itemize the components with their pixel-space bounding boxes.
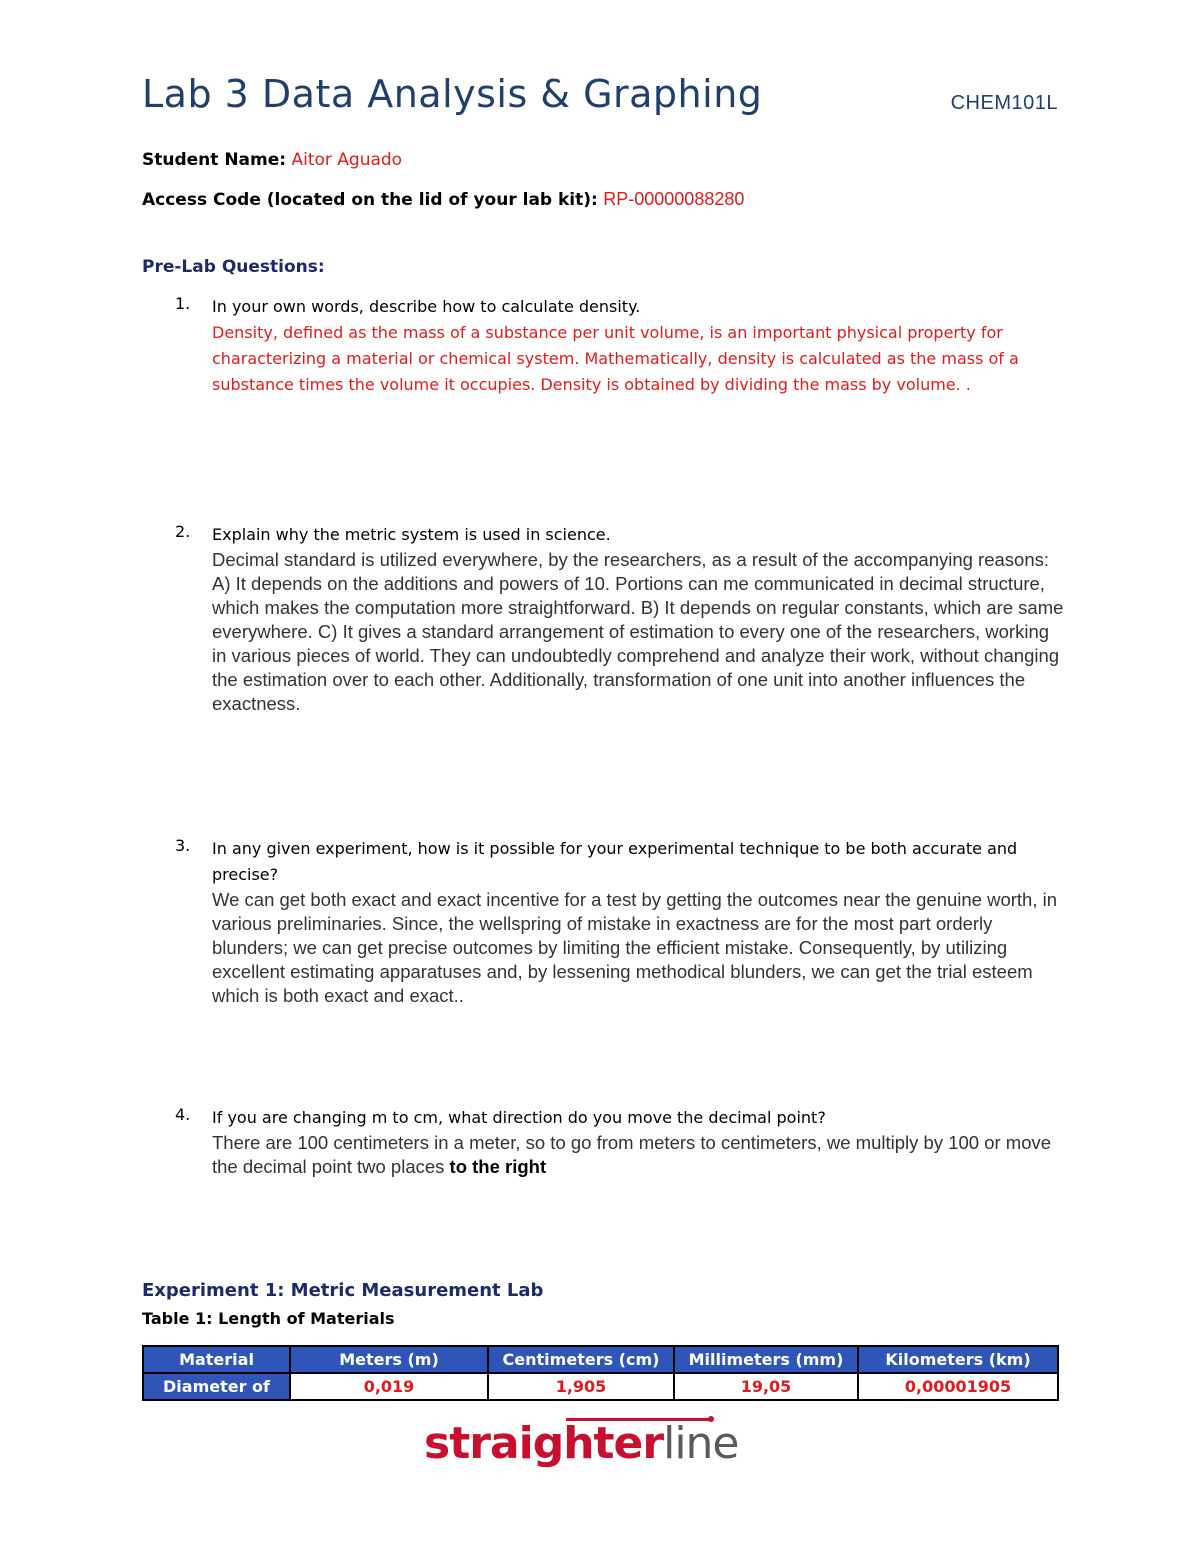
question-number: 2. — [175, 522, 191, 541]
length-table — [142, 1345, 1059, 1401]
table-cell: 0,00001905 — [858, 1373, 1058, 1400]
access-code-line — [142, 189, 744, 210]
course-code: CHEM101L — [950, 92, 1058, 114]
question-text: Explain why the metric system is used in science. — [212, 525, 611, 544]
question-1 — [175, 294, 1065, 398]
prelab-heading: Pre-Lab Questions: — [142, 257, 325, 277]
column-header: Centimeters (cm) — [488, 1346, 674, 1373]
answer-main: There are 100 centimeters in a meter, so to go from meters to centimeters, we multiply by 100 or move the decimal point two places — [212, 1132, 1052, 1177]
answer-text: Decimal standard is utilized everywhere, by the researchers, as a result of the accompanying reasons: A) It depends on the additions and powers of 10. Portions can me communicated in decimal structure, which makes the computation more straightforward. B) It depends on regular constants, which are same everywhere. C) It gives a standard arrangement of estimation to every one of the researchers, working in various pieces of world. They can undoubtedly comprehend and analyze their work, without changing the estimation over to each other. Additionally, transformation of one unit into another influences the exactness. — [212, 549, 1064, 714]
question-text: In your own words, describe how to calculate density. — [212, 297, 641, 316]
table-cell: Diameter of — [143, 1373, 290, 1400]
table-row — [143, 1373, 1058, 1400]
logo-wordmark-bold: straighter — [424, 1418, 664, 1469]
access-code-value: RP-00000088280 — [603, 189, 745, 209]
question-4 — [175, 1105, 1065, 1179]
question-text: If you are changing m to cm, what direction do you move the decimal point? — [212, 1108, 826, 1127]
question-2 — [175, 522, 1065, 716]
question-number: 3. — [175, 836, 191, 855]
question-text: In any given experiment, how is it possible for your experimental technique to be both accurate and precise? — [212, 839, 1018, 884]
access-code-label: Access Code (located on the lid of your lab kit): — [142, 190, 598, 210]
table-cell: 19,05 — [674, 1373, 858, 1400]
table-caption: Table 1: Length of Materials — [142, 1309, 395, 1328]
student-name-value: Aitor Aguado — [291, 150, 403, 170]
logo-wordmark-light: line — [663, 1418, 739, 1469]
answer-text — [212, 1131, 1065, 1179]
answer-emphasis: to the right — [449, 1156, 547, 1177]
column-header: Kilometers (km) — [858, 1346, 1058, 1373]
question-number: 4. — [175, 1105, 191, 1124]
table-cell: 1,905 — [488, 1373, 674, 1400]
table-cell: 0,019 — [290, 1373, 488, 1400]
student-name-label: Student Name: — [142, 150, 287, 170]
answer-text: We can get both exact and exact incentive for a test by getting the outcomes near the genuine worth, in various preliminaries. Since, the wellspring of mistake in exactness are for the most part orderly blunders; we can get precise outcomes by limiting the efficient mistake. Consequently, by utilizing excellent estimating apparatuses and, by lessening methodical blunders, we can get the trial esteem which is both exact and exact.. — [212, 889, 1058, 1006]
straighterline-logo — [424, 1418, 739, 1469]
table-header-row — [143, 1346, 1058, 1373]
document-title: Lab 3 Data Analysis & Graphing — [142, 72, 763, 116]
column-header: Millimeters (mm) — [674, 1346, 858, 1373]
experiment-heading: Experiment 1: Metric Measurement Lab — [142, 1280, 544, 1301]
student-name-line — [142, 150, 402, 170]
answer-text: Density, defined as the mass of a substance per unit volume, is an important physical property for characterizing a material or chemical system. Mathematically, density is calculated as the mass of a substance times the volume it occupies. Density is obtained by dividing the mass by volume. . — [212, 323, 1019, 394]
question-number: 1. — [175, 294, 191, 313]
column-header: Material — [143, 1346, 290, 1373]
column-header: Meters (m) — [290, 1346, 488, 1373]
question-3 — [175, 836, 1065, 1008]
